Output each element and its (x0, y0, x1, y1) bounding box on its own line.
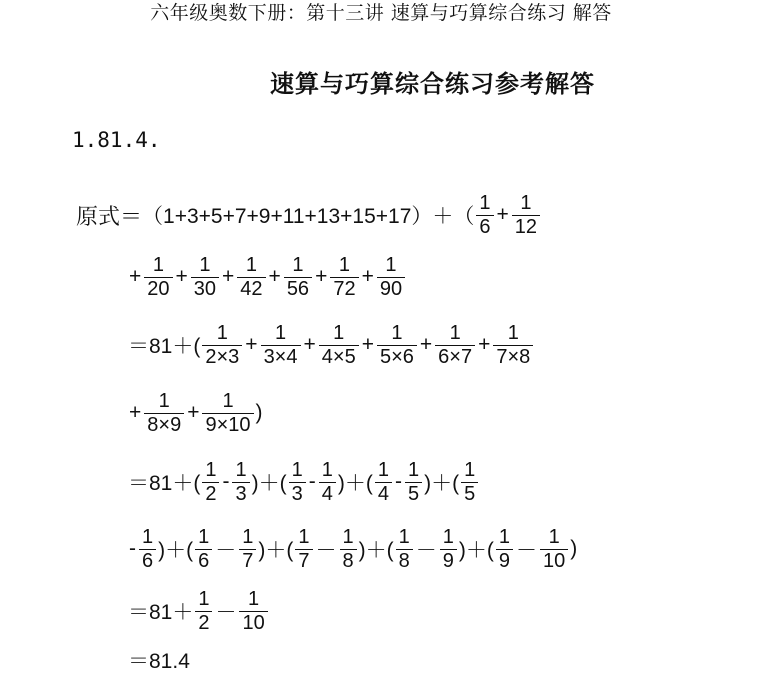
denominator: 4×5 (319, 345, 359, 369)
operator: - (222, 470, 230, 493)
operator: + (187, 401, 200, 424)
denominator: 6×7 (435, 345, 475, 369)
solution-line-2 (128, 247, 407, 307)
denominator: 12 (512, 215, 540, 239)
fraction (239, 588, 267, 635)
numerator: 1 (142, 525, 154, 548)
operator: - (394, 470, 402, 493)
denominator: 3 (289, 482, 306, 506)
operator: + (315, 265, 328, 288)
operator: + (361, 265, 374, 288)
fraction (261, 322, 301, 369)
numerator: 1 (245, 253, 257, 276)
numerator: 1 (338, 253, 351, 276)
operator: + (268, 265, 281, 288)
fraction (435, 322, 475, 369)
numerator: 1 (391, 321, 403, 344)
denominator: 9×10 (202, 413, 253, 437)
denominator: 56 (284, 277, 312, 301)
operator: + (478, 333, 491, 356)
denominator: 3×4 (261, 345, 301, 369)
solution-line-4 (128, 383, 263, 443)
operator: + (496, 203, 509, 226)
numerator: 1 (242, 525, 254, 548)
denominator: 7 (239, 549, 256, 573)
operator: － (415, 539, 437, 562)
fraction (496, 526, 513, 573)
operator: － (215, 601, 237, 624)
equals-prefix: ＝81＋( (128, 472, 201, 495)
solution-line-6 (128, 519, 577, 579)
fraction (405, 459, 422, 506)
fraction (540, 526, 568, 573)
page-title: 速算与巧算综合练习参考解答 (270, 70, 595, 98)
denominator: 7×8 (493, 345, 533, 369)
operator: + (129, 265, 142, 288)
fraction (396, 526, 413, 573)
operator: - (308, 470, 316, 493)
fraction (202, 390, 253, 437)
denominator: 9 (440, 549, 457, 573)
denominator: 2 (195, 611, 212, 635)
numerator: 1 (377, 458, 389, 481)
equals-prefix: ＝81＋ (128, 601, 194, 624)
numerator: 1 (199, 253, 211, 276)
fraction (493, 322, 533, 369)
denominator: 8 (396, 549, 413, 573)
numerator: 1 (321, 458, 333, 481)
numerator: 1 (291, 458, 303, 481)
operator: + (361, 333, 374, 356)
paren-join: )＋( (458, 539, 494, 562)
fraction (377, 254, 405, 301)
numerator: 1 (398, 525, 410, 548)
numerator: 1 (248, 587, 260, 610)
denominator: 6 (139, 549, 156, 573)
numerator: 1 (442, 525, 454, 548)
expression-label: 原式＝ (76, 204, 143, 230)
numerator: 1 (464, 458, 476, 481)
paren-join: )＋( (251, 472, 287, 495)
paren-join: )＋( (258, 539, 294, 562)
denominator: 5 (405, 482, 422, 506)
operator: － (315, 539, 337, 562)
fraction (139, 526, 156, 573)
fraction (284, 254, 312, 301)
paren-join: )＋( (358, 539, 394, 562)
fraction (289, 459, 306, 506)
numerator: 1 (548, 525, 560, 548)
denominator: 10 (239, 611, 267, 635)
solution-line-1 (76, 185, 542, 245)
denominator: 20 (144, 277, 172, 301)
numerator: 1 (198, 587, 210, 610)
numerator: 1 (274, 321, 287, 344)
fraction (144, 390, 184, 437)
fraction (461, 459, 478, 506)
numerator: 1 (333, 321, 345, 344)
operator: － (516, 539, 537, 562)
denominator: 90 (377, 277, 405, 301)
close-paren: ) (570, 537, 578, 560)
numerator: 1 (158, 389, 170, 412)
numerator: 1 (479, 191, 491, 214)
fraction (195, 588, 212, 635)
numerator: 1 (342, 525, 354, 548)
denominator: 8×9 (144, 413, 184, 437)
page-header: 六年级奥数下册：第十三讲 速算与巧算综合练习 解答 (150, 2, 612, 24)
numerator: 1 (292, 253, 304, 276)
fraction (144, 254, 172, 301)
equals-prefix: ＝81＋( (128, 335, 201, 358)
fraction (319, 322, 359, 369)
numerator: 1 (498, 525, 510, 548)
numerator: 1 (449, 321, 461, 344)
denominator: 8 (340, 549, 357, 573)
denominator: 5 (461, 482, 478, 506)
numerator: 1 (222, 389, 234, 412)
numerator: 1 (235, 458, 247, 481)
operator: - (129, 537, 136, 560)
numerator: 1 (298, 525, 310, 548)
fraction (377, 322, 417, 369)
fraction (512, 192, 540, 239)
fraction (319, 459, 336, 506)
fraction (476, 192, 493, 239)
fraction (295, 526, 312, 573)
denominator: 2×3 (202, 345, 242, 369)
operator: － (215, 539, 237, 562)
fraction (195, 526, 212, 573)
final-answer: ＝81.4 (128, 650, 190, 673)
fraction (232, 459, 249, 506)
numerator: 1 (407, 458, 420, 481)
denominator: 6 (195, 549, 212, 573)
operator: + (129, 401, 142, 424)
numerator: 1 (205, 458, 217, 481)
operator: + (245, 333, 258, 356)
fraction (202, 459, 219, 506)
denominator: 4 (319, 482, 336, 506)
odd-sum-expression: （1+3+5+7+9+11+13+15+17）＋（ (142, 205, 475, 228)
operator: + (222, 265, 235, 288)
denominator: 30 (191, 277, 219, 301)
numerator: 1 (385, 253, 397, 276)
numerator: 1 (152, 253, 164, 276)
operator: + (419, 333, 433, 356)
fraction (239, 526, 256, 573)
denominator: 5×6 (377, 345, 417, 369)
numerator: 1 (520, 191, 532, 214)
denominator: 2 (202, 482, 219, 506)
close-paren: ) (255, 401, 263, 424)
denominator: 3 (232, 482, 249, 506)
denominator: 4 (375, 482, 392, 506)
numerator: 1 (198, 525, 210, 548)
fraction (340, 526, 357, 573)
denominator: 10 (540, 549, 568, 573)
fraction (375, 459, 392, 506)
solution-line-8 (128, 630, 190, 690)
denominator: 9 (496, 549, 513, 573)
problem-number: 1.81.4. (72, 128, 161, 152)
fraction (237, 254, 265, 301)
denominator: 6 (476, 215, 493, 239)
operator: + (175, 265, 188, 288)
paren-join: )＋( (337, 472, 373, 495)
fraction (191, 254, 219, 301)
solution-line-5 (128, 452, 480, 512)
operator: + (303, 333, 316, 356)
numerator: 1 (507, 321, 519, 344)
solution-line-3 (128, 315, 535, 375)
paren-join: )＋( (424, 472, 460, 495)
numerator: 1 (216, 321, 228, 344)
paren-join: )＋( (158, 539, 194, 562)
denominator: 42 (237, 277, 265, 301)
fraction (440, 526, 457, 573)
denominator: 7 (295, 549, 312, 573)
denominator: 72 (330, 277, 358, 301)
fraction (330, 254, 358, 301)
fraction (202, 322, 242, 369)
